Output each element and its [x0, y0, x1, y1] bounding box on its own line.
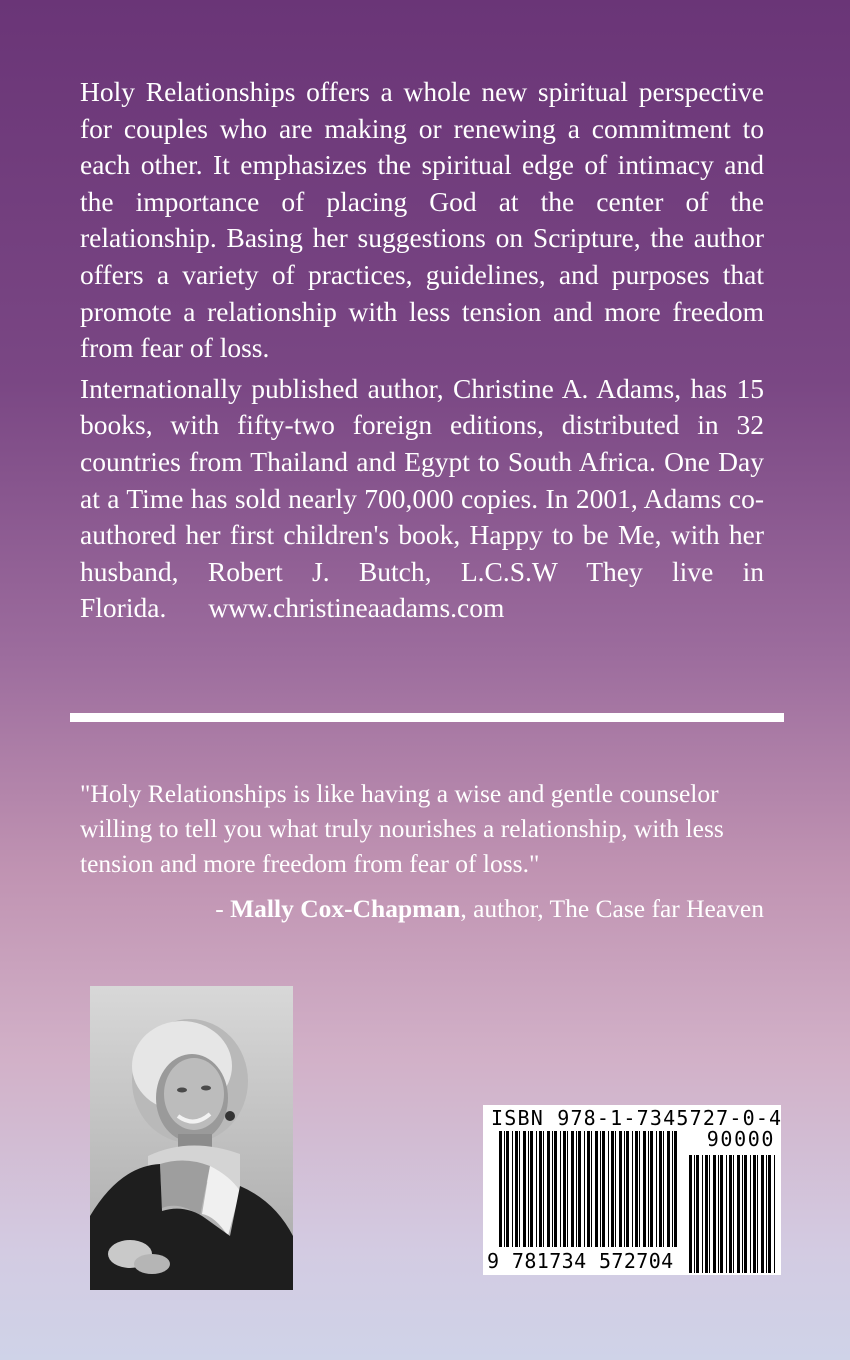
barcode-bar: [560, 1131, 561, 1247]
endorser-credit: , author, The Case far Heaven: [460, 894, 764, 923]
barcode-bar: [563, 1131, 566, 1247]
barcode-bar: [615, 1131, 616, 1247]
barcode-bar: [650, 1131, 653, 1247]
barcode-bar: [663, 1131, 664, 1247]
barcode-bar: [506, 1131, 509, 1247]
barcode-bar: [515, 1131, 518, 1247]
barcode-bar: [608, 1131, 609, 1247]
barcode-bar: [632, 1131, 633, 1247]
endorsement-quote: "Holy Relationships is like having a wise and gentle counselor willing to tell you what truly nourishes a relationship, with less tension and more freedom from fear of loss.": [80, 779, 724, 878]
description-paragraph: Holy Relationships offers a whole new spiritual perspective for couples who are making or renewing a commitment to each other. It emphasizes the spiritual edge of intimacy and the importance of placing God at the center of the relationship. Basing her suggestions on Scripture, the author offers a variety of practices, guidelines, and purposes that promote a relationship with less tension and more freedom from fear of loss.: [80, 76, 764, 364]
barcode-bar: [737, 1155, 740, 1273]
back-cover-blurb: [80, 74, 764, 631]
barcode-bar: [648, 1131, 649, 1247]
barcode-bar: [635, 1131, 638, 1247]
barcode-bar: [761, 1155, 764, 1273]
author-bio-text: Internationally published author, Christine A. Adams, has 15 books, with fifty-two foreign editions, distributed in 32 countries from Thailand and Egypt to South Africa. One Day at a Time has sold nearly 700,000 copies. In 2001, Adams co-authored her first children's book, Happy to be Me, with her husband, Robert J. Butch, L.C.S.W They live in Florida.: [80, 372, 764, 624]
ean-digits: 9 781734 572704: [487, 1249, 674, 1273]
barcode-bar: [768, 1155, 771, 1273]
barcode-bar: [674, 1131, 677, 1247]
barcode-bar: [713, 1155, 716, 1273]
barcode-bar: [539, 1131, 542, 1247]
barcode-bar: [567, 1131, 568, 1247]
barcode-bar: [709, 1155, 710, 1273]
barcode-bar: [705, 1155, 708, 1273]
barcode-bar: [626, 1131, 629, 1247]
barcode-bar: [656, 1131, 657, 1247]
price-code: 90000: [706, 1127, 775, 1151]
barcode-bar: [742, 1155, 743, 1273]
barcode-bar: [718, 1155, 719, 1273]
barcode-bar: [696, 1155, 699, 1273]
barcode-bar: [552, 1131, 553, 1247]
author-photo: [90, 986, 293, 1290]
barcode-bar: [753, 1155, 756, 1273]
barcode-bar: [543, 1131, 544, 1247]
barcode-bar: [611, 1131, 614, 1247]
barcode-bar: [554, 1131, 557, 1247]
barcode-bar: [523, 1131, 526, 1247]
barcode-bar: [750, 1155, 751, 1273]
barcode-bar: [519, 1131, 520, 1247]
author-portrait-image: [90, 986, 293, 1290]
endorsement-attribution: [215, 892, 764, 926]
barcode-bar: [587, 1131, 590, 1247]
barcode-bar: [619, 1131, 622, 1247]
barcode-bar: [547, 1131, 550, 1247]
author-bio-paragraph: [80, 371, 764, 627]
barcode-bar: [576, 1131, 577, 1247]
section-divider: [70, 713, 784, 722]
isbn-number: ISBN 978-1-7345727-0-4: [491, 1106, 783, 1130]
endorser-name: Mally Cox-Chapman: [230, 894, 461, 923]
barcode-bar: [595, 1131, 598, 1247]
author-website: www.christineaadams.com: [208, 592, 505, 624]
barcode-bar: [584, 1131, 585, 1247]
barcode-bar: [499, 1131, 502, 1247]
barcode-bar: [726, 1155, 727, 1273]
barcode-bar: [504, 1131, 505, 1247]
barcode-bar: [528, 1131, 529, 1247]
barcode-bar: [733, 1155, 734, 1273]
isbn-barcode: [483, 1105, 781, 1275]
barcode-bar: [720, 1155, 723, 1273]
barcode-bar: [591, 1131, 592, 1247]
barcode-bar: [643, 1131, 646, 1247]
barcode-bar: [766, 1155, 767, 1273]
barcode-bar: [757, 1155, 758, 1273]
barcode-bar: [536, 1131, 537, 1247]
barcode-bar: [702, 1155, 703, 1273]
barcode-bar: [672, 1131, 673, 1247]
attribution-dash: -: [215, 894, 231, 923]
barcode-bar: [659, 1131, 662, 1247]
barcode-bar: [512, 1131, 513, 1247]
barcode-bar: [667, 1131, 670, 1247]
barcode-bar: [602, 1131, 605, 1247]
barcode-bar: [578, 1131, 581, 1247]
barcode-bar: [729, 1155, 732, 1273]
barcode-bar: [689, 1155, 692, 1273]
barcode-bar: [694, 1155, 695, 1273]
barcode-bar: [624, 1131, 625, 1247]
barcode-bar: [744, 1155, 747, 1273]
barcode-bar: [530, 1131, 533, 1247]
barcode-bar: [600, 1131, 601, 1247]
barcode-bar: [571, 1131, 574, 1247]
barcode-bar: [774, 1155, 775, 1273]
barcode-bar: [639, 1131, 640, 1247]
